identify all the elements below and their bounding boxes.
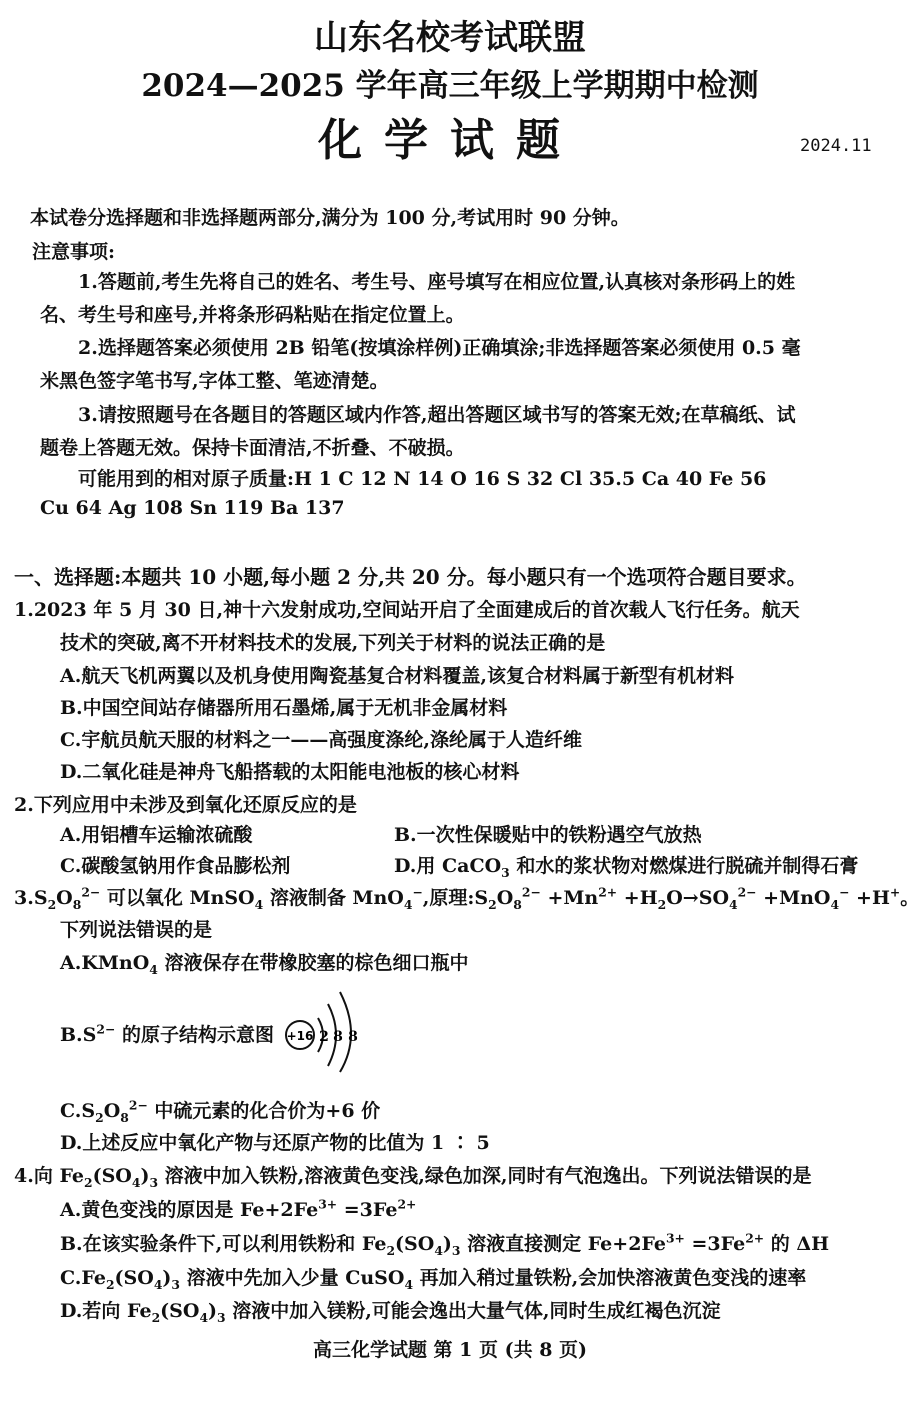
q1-option-c: C.宇航员航天服的材料之一——高强度涤纶,涤纶属于人造纤维 (60, 729, 583, 751)
q4-stem: 4.向 $Fe_2(SO_4)_3$ 溶液中加入铁粉,溶液黄色变浅,绿色加深,同时有气泡逸出。下列说法错误的是 (14, 1165, 812, 1190)
q1-option-d: D.二氧化硅是神舟飞船搭载的太阳能电池板的核心材料 (60, 761, 520, 783)
exam-session-title: 2024—2025 学年高三年级上学期期中检测 (141, 68, 759, 104)
notice-3a: 3.请按照题号在各题目的答题区域内作答,超出答题区域书写的答案无效;在草稿纸、试 (78, 404, 796, 426)
q4-option-d: D.若向 $Fe_2(SO_4)_3$ 溶液中加入镁粉,可能会逸出大量气体,同时生成红褐色沉淀 (60, 1300, 721, 1325)
atomic-mass-line-2: Cu 64 Ag 108 Sn 119 Ba 137 (40, 497, 345, 519)
atomic-mass-label: 可能用到的相对原子质量: (78, 468, 295, 490)
notice-1a: 1.答题前,考生先将自己的姓名、考生号、座号填写在相应位置,认真核对条形码上的姓 (78, 271, 796, 293)
q3-option-b: $B.S^{2-}$ 的原子结构示意图 (60, 1021, 274, 1046)
shell-1-electrons: 2 (319, 1029, 329, 1045)
q1-option-b: B.中国空间站存储器所用石墨烯,属于无机非金属材料 (60, 697, 508, 719)
q3-option-d: D.上述反应中氧化产物与还原产物的比值为 1 ∶ 5 (60, 1132, 490, 1154)
page-footer: 高三化学试题 第 1 页 (共 8 页) (312, 1339, 588, 1361)
q1-stem-2: 技术的突破,离不开材料技术的发展,下列关于材料的说法正确的是 (60, 632, 606, 654)
q2-option-d: D.用 CaCO$_3$ 和水的浆状物对燃煤进行脱硫并制得石膏 (394, 855, 859, 880)
intro-line: 本试卷分选择题和非选择题两部分,满分为 100 分,考试用时 90 分钟。 (30, 207, 630, 229)
notice-heading: 注意事项: (32, 241, 116, 263)
q2-option-a: A.用铝槽车运输浓硫酸 (60, 824, 253, 846)
q2-stem: 2.下列应用中未涉及到氧化还原反应的是 (14, 794, 357, 816)
q2-option-c: C.碳酸氢钠用作食品膨松剂 (60, 855, 291, 877)
subject-title: 化学试题 (318, 115, 582, 166)
sulfide-ion-structure-diagram (282, 988, 372, 1072)
q4-option-b: B.在该实验条件下,可以利用铁粉和 $Fe_2(SO_4)_3$ 溶液直接测定 $Fe+2Fe^{3+} =3Fe^{2+}$ 的 ΔH (60, 1230, 830, 1258)
atomic-mass-line (78, 464, 766, 491)
q1-stem: 1.2023 年 5 月 30 日,神十六发射成功,空间站开启了全面建成后的首次载人飞行任务。航天 (14, 599, 800, 621)
q3-stem: $3.S_2O_8^{2-}$ 可以氧化 MnSO$_4$ 溶液制备 MnO$_4$−,原理$:S_2O_8^{2-} +Mn^{2+} +H_2O\to SO_4^{2-} +MnO_4^- +H^+$。 (14, 884, 919, 912)
q4-option-a: A.黄色变浅的原因是 $Fe+2Fe^{3+} =3Fe^{2+}$ (60, 1196, 417, 1221)
q3-option-a: A.KMnO$_4$ 溶液保存在带橡胶塞的棕色细口瓶中 (60, 952, 469, 977)
notice-2a: 2.选择题答案必须使用 2B 铅笔(按填涂样例)正确填涂;非选择题答案必须使用 0.5 毫 (78, 337, 801, 359)
q3-option-c: $C.S_2O_8^{2-}$ 中硫元素的化合价为+6 价 (60, 1097, 381, 1125)
exam-union-title: 山东名校考试联盟 (314, 18, 586, 58)
q3-stem-2: 下列说法错误的是 (60, 919, 213, 941)
shell-2-electrons: 8 (333, 1029, 343, 1045)
section-heading: 一、选择题:本题共 10 小题,每小题 2 分,共 20 分。每小题只有一个选项符合题目要求。 (14, 565, 807, 589)
nucleus-charge: +16 (286, 1029, 314, 1043)
notice-2b: 米黑色签字笔书写,字体工整、笔迹清楚。 (40, 370, 389, 392)
q4-option-c: $C.Fe_2(SO_4)_3$ 溶液中先加入少量 CuSO$_4$ 再加入稍过量铁粉,会加快溶液黄色变浅的速率 (60, 1267, 807, 1292)
q2-option-b: B.一次性保暖贴中的铁粉遇空气放热 (394, 824, 702, 846)
shell-3-electrons: 8 (348, 1029, 358, 1045)
atomic-mass-values: H 1 C 12 N 14 O 16 S 32 Cl 35.5 Ca 40 Fe 56 (294, 468, 767, 490)
exam-date: 2024.11 (800, 136, 872, 156)
notice-1b: 名、考生号和座号,并将条形码粘贴在指定位置上。 (40, 304, 465, 326)
q1-option-a: A.航天飞机两翼以及机身使用陶瓷基复合材料覆盖,该复合材料属于新型有机材料 (60, 665, 734, 687)
notice-3b: 题卷上答题无效。保持卡面清洁,不折叠、不破损。 (40, 437, 465, 459)
